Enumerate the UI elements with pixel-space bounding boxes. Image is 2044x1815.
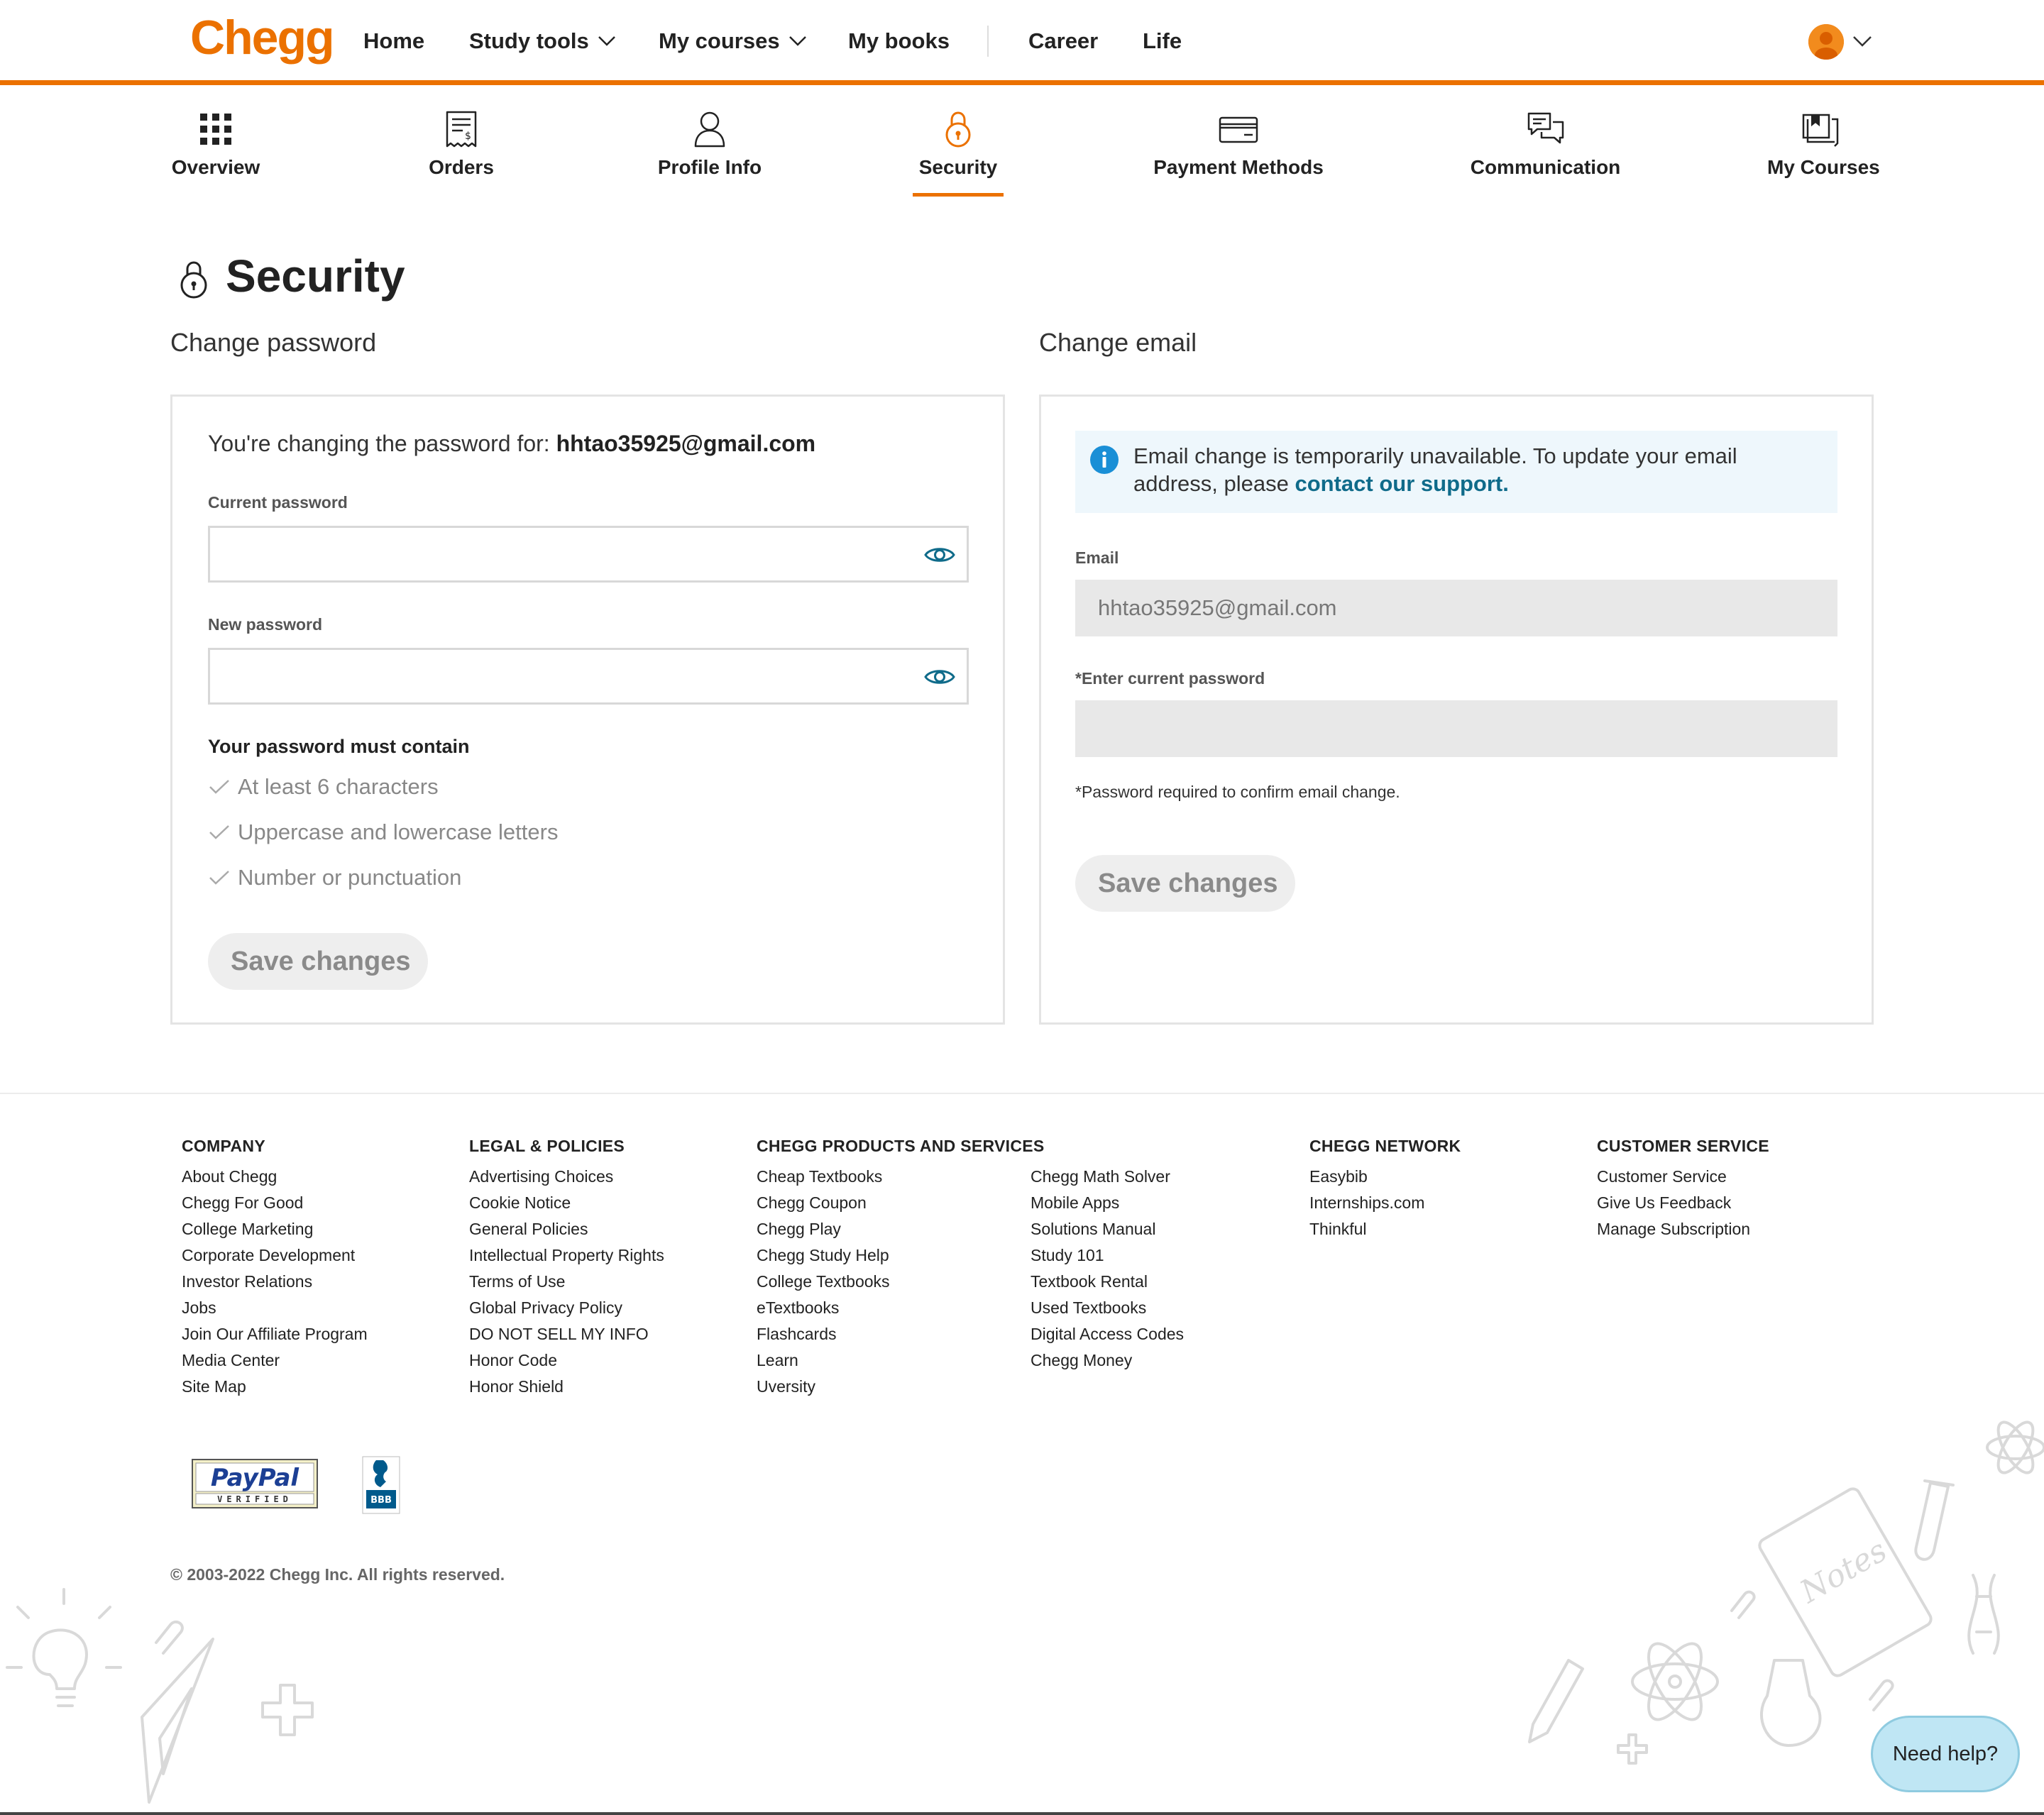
check-icon bbox=[208, 824, 231, 841]
footer-divider bbox=[0, 1093, 2044, 1094]
decorative-doodles-background bbox=[0, 1391, 2044, 1815]
footer-link[interactable]: Textbook Rental bbox=[1031, 1272, 1148, 1291]
chevron-down-icon bbox=[789, 35, 807, 47]
change-password-card bbox=[170, 395, 1005, 1025]
footer-link[interactable]: Thinkful bbox=[1309, 1220, 1367, 1238]
footer-link[interactable]: Cookie Notice bbox=[469, 1193, 571, 1212]
svg-text:Notes: Notes bbox=[1794, 1532, 1894, 1611]
footer-link[interactable]: Media Center bbox=[182, 1351, 280, 1369]
footer-legal bbox=[469, 1137, 664, 1400]
lock-icon bbox=[177, 260, 210, 299]
footer-link[interactable]: Flashcards bbox=[757, 1325, 837, 1343]
footer-link[interactable]: Uversity bbox=[757, 1377, 816, 1396]
footer-link[interactable]: Honor Code bbox=[469, 1351, 558, 1369]
contact-support-link[interactable]: contact our support. bbox=[1295, 471, 1509, 496]
footer-network bbox=[1309, 1137, 1461, 1242]
window-bottom-edge bbox=[0, 1812, 2044, 1815]
footer-link[interactable]: Terms of Use bbox=[469, 1272, 566, 1291]
email-input bbox=[1075, 580, 1837, 636]
nav-study-tools[interactable]: Study tools bbox=[469, 26, 616, 57]
footer-link[interactable]: Customer Service bbox=[1597, 1167, 1727, 1186]
paypal-verified-badge[interactable] bbox=[192, 1459, 318, 1508]
password-rule: At least 6 characters bbox=[208, 773, 439, 801]
user-avatar[interactable] bbox=[1808, 24, 1844, 60]
copyright: © 2003-2022 Chegg Inc. All rights reserved. bbox=[170, 1565, 505, 1584]
check-icon bbox=[208, 778, 231, 795]
footer-products bbox=[757, 1137, 1045, 1400]
current-password-input[interactable] bbox=[208, 526, 969, 583]
change-email-heading: Change email bbox=[1039, 328, 1197, 357]
show-password-eye-icon[interactable] bbox=[923, 544, 956, 566]
bbb-accredited-badge[interactable] bbox=[362, 1456, 400, 1514]
footer-link[interactable]: DO NOT SELL MY INFO bbox=[469, 1325, 649, 1343]
nav-my-courses[interactable]: My courses bbox=[659, 26, 807, 57]
footer-link[interactable]: Chegg Money bbox=[1031, 1351, 1133, 1369]
footer-link[interactable]: Site Map bbox=[182, 1377, 246, 1396]
footer-products-more bbox=[1031, 1164, 1184, 1374]
new-password-label: New password bbox=[208, 615, 323, 634]
footer-heading: CUSTOMER SERVICE bbox=[1597, 1137, 1769, 1155]
footer-customer-service bbox=[1597, 1137, 1769, 1242]
footer-link[interactable]: Cheap Textbooks bbox=[757, 1167, 883, 1186]
footer-heading: COMPANY bbox=[182, 1137, 265, 1155]
footer-link[interactable]: Manage Subscription bbox=[1597, 1220, 1751, 1238]
show-password-eye-icon[interactable] bbox=[923, 666, 956, 688]
footer-heading: LEGAL & POLICIES bbox=[469, 1137, 625, 1155]
footer-link[interactable]: Study 101 bbox=[1031, 1246, 1104, 1264]
password-account-line: You're changing the password for: hhtao35925@gmail.com bbox=[208, 431, 816, 456]
page-title: Security bbox=[226, 250, 405, 302]
books-icon bbox=[1801, 109, 1840, 149]
avatar-person-icon bbox=[1808, 24, 1844, 60]
subnav-orders[interactable]: $ Orders bbox=[412, 109, 511, 194]
receipt-icon bbox=[441, 109, 481, 149]
chevron-down-icon bbox=[598, 35, 616, 47]
footer-link[interactable]: Intellectual Property Rights bbox=[469, 1246, 664, 1264]
person-icon bbox=[690, 109, 730, 149]
check-icon bbox=[208, 869, 231, 886]
footer-link[interactable]: Investor Relations bbox=[182, 1272, 313, 1291]
grid-icon bbox=[196, 109, 236, 149]
footer-link[interactable]: Digital Access Codes bbox=[1031, 1325, 1185, 1343]
nav-divider bbox=[987, 26, 989, 57]
email-unavailable-notice bbox=[1075, 431, 1837, 513]
footer-link[interactable]: Internships.com bbox=[1309, 1193, 1425, 1212]
chegg-logo[interactable]: Chegg bbox=[190, 11, 334, 65]
footer-link[interactable]: Chegg Math Solver bbox=[1031, 1167, 1170, 1186]
svg-text:BBB: BBB bbox=[370, 1495, 392, 1506]
password-rule: Number or punctuation bbox=[208, 864, 461, 892]
save-password-button[interactable]: Save changes bbox=[208, 933, 428, 990]
footer-link[interactable]: About Chegg bbox=[182, 1167, 278, 1186]
footer-link[interactable]: Easybib bbox=[1309, 1167, 1368, 1186]
active-tab-indicator bbox=[913, 193, 1004, 197]
footer-heading: CHEGG PRODUCTS AND SERVICES bbox=[757, 1137, 1045, 1155]
nav-career[interactable]: Career bbox=[1028, 28, 1099, 53]
subnav-security[interactable]: Security bbox=[901, 109, 1015, 194]
footer-link[interactable]: Chegg Coupon bbox=[757, 1193, 867, 1212]
change-email-card bbox=[1039, 395, 1874, 1025]
password-rule: Uppercase and lowercase letters bbox=[208, 818, 558, 846]
account-chevron-down-icon[interactable] bbox=[1852, 35, 1872, 48]
enter-current-password-label: *Enter current password bbox=[1075, 669, 1265, 688]
change-password-heading: Change password bbox=[170, 328, 377, 357]
password-required-note: *Password required to confirm email change. bbox=[1075, 783, 1400, 801]
footer-link[interactable]: Chegg Study Help bbox=[757, 1246, 889, 1264]
password-requirements-title: Your password must contain bbox=[208, 736, 470, 757]
email-current-password-input[interactable] bbox=[1075, 700, 1837, 757]
svg-text:PayPal: PayPal bbox=[210, 1464, 300, 1492]
footer-link[interactable]: Join Our Affiliate Program bbox=[182, 1325, 368, 1343]
footer-link[interactable]: Chegg Play bbox=[757, 1220, 841, 1238]
current-password-label: Current password bbox=[208, 493, 348, 512]
footer-link[interactable]: Mobile Apps bbox=[1031, 1193, 1120, 1212]
need-help-button[interactable]: Need help? bbox=[1871, 1716, 2020, 1792]
footer-link[interactable]: Solutions Manual bbox=[1031, 1220, 1156, 1238]
subnav-my-courses[interactable]: My Courses bbox=[1767, 109, 1874, 194]
footer-link[interactable]: eTextbooks bbox=[757, 1298, 840, 1317]
footer-link[interactable]: Chegg For Good bbox=[182, 1193, 304, 1212]
footer-link[interactable]: Used Textbooks bbox=[1031, 1298, 1147, 1317]
footer-link[interactable]: Give Us Feedback bbox=[1597, 1193, 1732, 1212]
footer-link[interactable]: College Textbooks bbox=[757, 1272, 890, 1291]
subnav-payment-methods[interactable]: Payment Methods bbox=[1150, 109, 1327, 194]
footer-link[interactable]: Learn bbox=[757, 1351, 798, 1369]
svg-text:VERIFIED: VERIFIED bbox=[217, 1494, 292, 1504]
footer-link[interactable]: General Policies bbox=[469, 1220, 588, 1238]
footer-link[interactable]: Jobs bbox=[182, 1298, 216, 1317]
footer-link[interactable]: Corporate Development bbox=[182, 1246, 356, 1264]
nav-home[interactable]: Home bbox=[363, 28, 425, 53]
new-password-input[interactable] bbox=[208, 648, 969, 705]
subnav-profile-info[interactable]: Profile Info bbox=[646, 109, 774, 194]
save-email-button[interactable]: Save changes bbox=[1075, 855, 1295, 912]
nav-my-books[interactable]: My books bbox=[848, 28, 950, 53]
footer-link[interactable]: Global Privacy Policy bbox=[469, 1298, 623, 1317]
info-icon bbox=[1089, 445, 1119, 475]
footer-link[interactable]: College Marketing bbox=[182, 1220, 314, 1238]
top-header bbox=[0, 0, 2044, 85]
footer-link[interactable]: Honor Shield bbox=[469, 1377, 564, 1396]
lock-icon bbox=[938, 109, 978, 149]
subnav-overview[interactable]: Overview bbox=[159, 109, 273, 194]
notice-text: Email change is temporarily unavailable. To update your email address, please contact our support. bbox=[1133, 443, 1737, 496]
subnav-communication[interactable]: Communication bbox=[1469, 109, 1622, 194]
email-label: Email bbox=[1075, 548, 1119, 567]
footer-heading: CHEGG NETWORK bbox=[1309, 1137, 1461, 1155]
footer-link[interactable]: Advertising Choices bbox=[469, 1167, 614, 1186]
credit-card-icon bbox=[1219, 109, 1258, 149]
footer-company bbox=[182, 1137, 368, 1400]
nav-life[interactable]: Life bbox=[1143, 28, 1182, 53]
account-email: hhtao35925@gmail.com bbox=[556, 431, 816, 456]
svg-text:$: $ bbox=[465, 131, 471, 142]
chat-bubbles-icon bbox=[1526, 109, 1566, 149]
